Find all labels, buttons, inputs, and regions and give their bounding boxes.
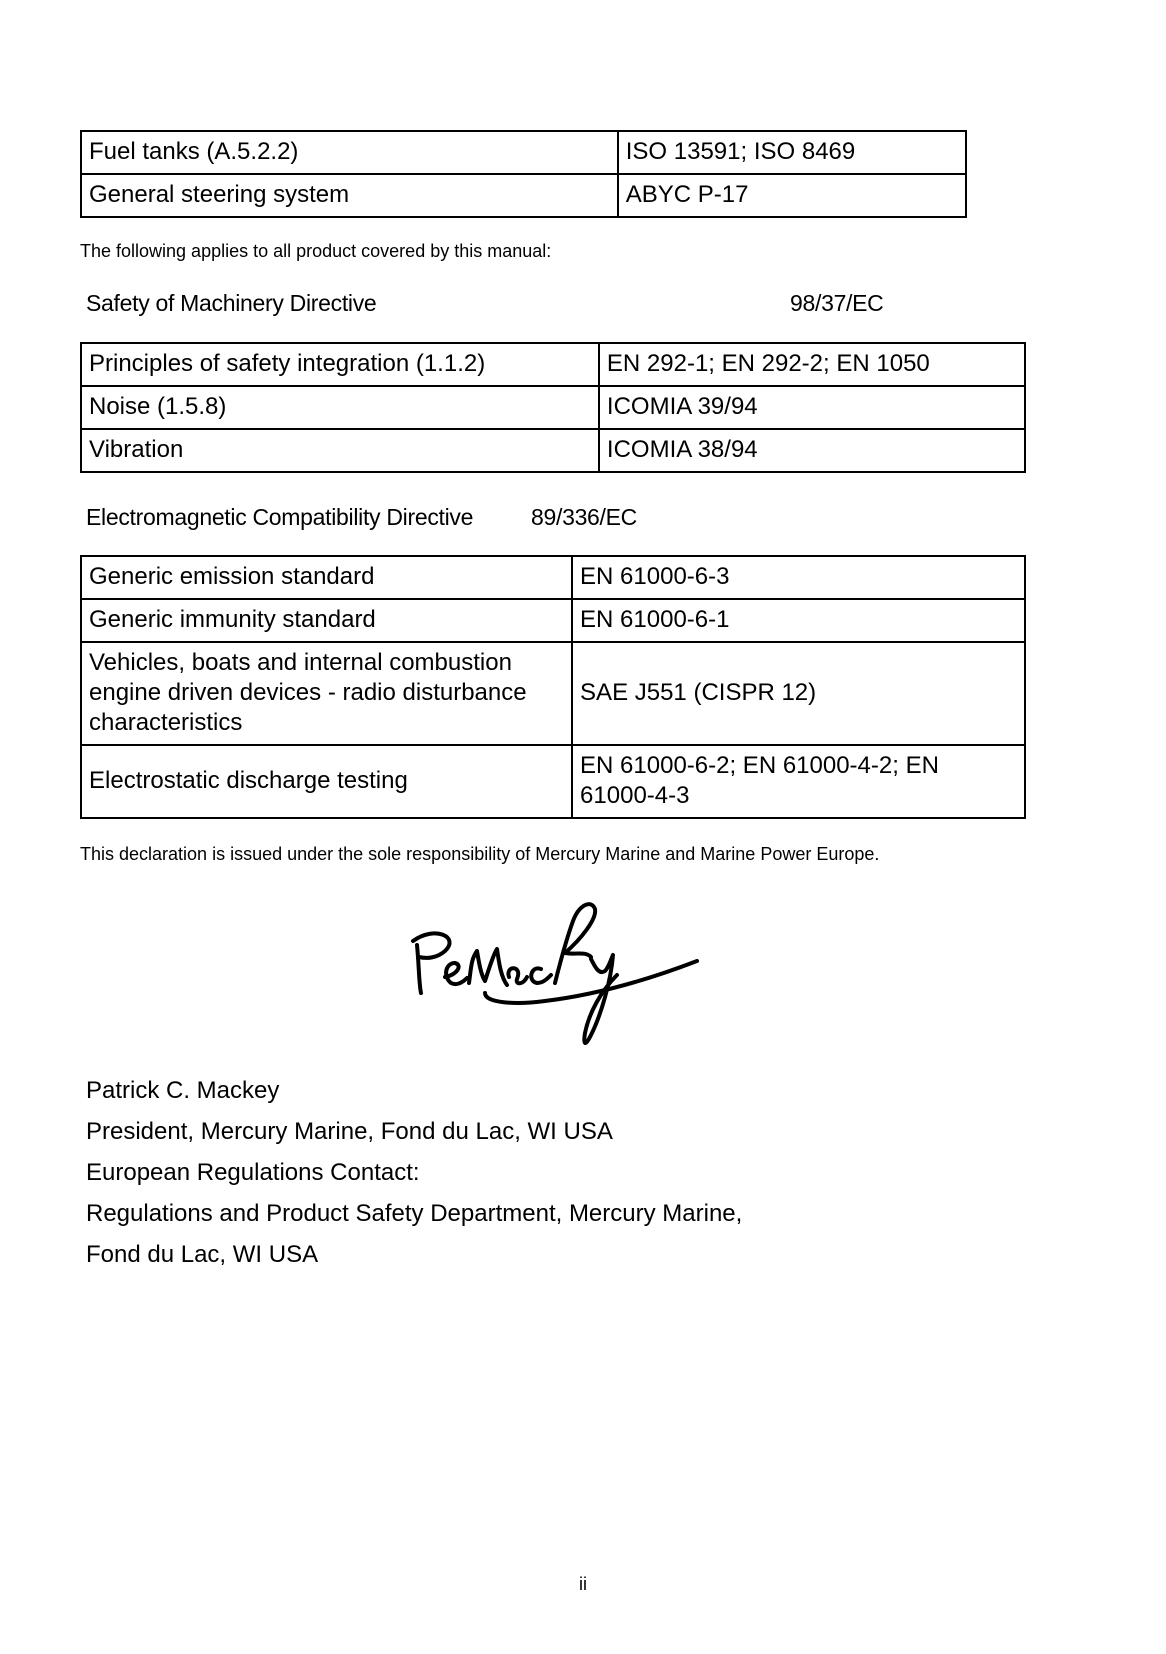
requirement-cell: Vibration (81, 429, 599, 472)
signatory-name: Patrick C. Mackey (86, 1077, 280, 1104)
table-row (81, 745, 1025, 818)
table-row (81, 556, 1025, 599)
table-row (81, 599, 1025, 642)
standard-cell: ISO 13591; ISO 8469 (618, 131, 966, 174)
signature-image (405, 885, 705, 1060)
requirement-cell: Noise (1.5.8) (81, 386, 599, 429)
declaration-note: This declaration is issued under the sole responsibility of Mercury Marine and Marine Power Europe. (80, 844, 880, 864)
standard-cell: ICOMIA 38/94 (599, 429, 1025, 472)
emc-directive-title: Electromagnetic Compatibility Directive (86, 504, 474, 530)
machinery-directive-title: Safety of Machinery Directive (86, 290, 377, 316)
emc-directive-code: 89/336/EC (531, 504, 637, 530)
table-row (81, 174, 966, 217)
signatory-block (86, 1070, 742, 1275)
table-row (81, 429, 1025, 472)
requirement-cell: Generic immunity standard (81, 599, 572, 642)
requirement-cell: General steering system (81, 174, 618, 217)
contact-location: Fond du Lac, WI USA (86, 1241, 319, 1268)
table-row (81, 386, 1025, 429)
signatory-title: President, Mercury Marine, Fond du Lac, WI USA (86, 1118, 613, 1145)
standard-cell: ABYC P-17 (618, 174, 966, 217)
standard-cell: SAE J551 (CISPR 12) (572, 642, 1025, 745)
standard-cell: EN 61000-6-1 (572, 599, 1025, 642)
requirement-cell: Electrostatic discharge testing (81, 745, 572, 818)
standard-cell: EN 292-1; EN 292-2; EN 1050 (599, 343, 1025, 386)
page-number: ii (579, 1574, 587, 1594)
machinery-directive-code: 98/37/EC (790, 290, 884, 316)
table-row (81, 642, 1025, 745)
requirement-cell: Vehicles, boats and internal combustion engine driven devices - radio disturbance characteristics (81, 642, 572, 745)
requirement-cell: Fuel tanks (A.5.2.2) (81, 131, 618, 174)
standard-cell: ICOMIA 39/94 (599, 386, 1025, 429)
standard-cell: EN 61000-6-3 (572, 556, 1025, 599)
contact-department: Regulations and Product Safety Department, Mercury Marine, (86, 1200, 743, 1227)
contact-label: European Regulations Contact: (86, 1159, 420, 1186)
standards-table-emc (80, 555, 1026, 819)
table-row (81, 343, 1025, 386)
applies-note: The following applies to all product covered by this manual: (80, 241, 552, 261)
requirement-cell: Generic emission standard (81, 556, 572, 599)
standard-cell: EN 61000-6-2; EN 61000-4-2; EN 61000-4-3 (572, 745, 1025, 818)
standards-table-machinery (80, 342, 1026, 473)
table-row (81, 131, 966, 174)
standards-table-fuel (80, 130, 967, 218)
requirement-cell: Principles of safety integration (1.1.2) (81, 343, 599, 386)
